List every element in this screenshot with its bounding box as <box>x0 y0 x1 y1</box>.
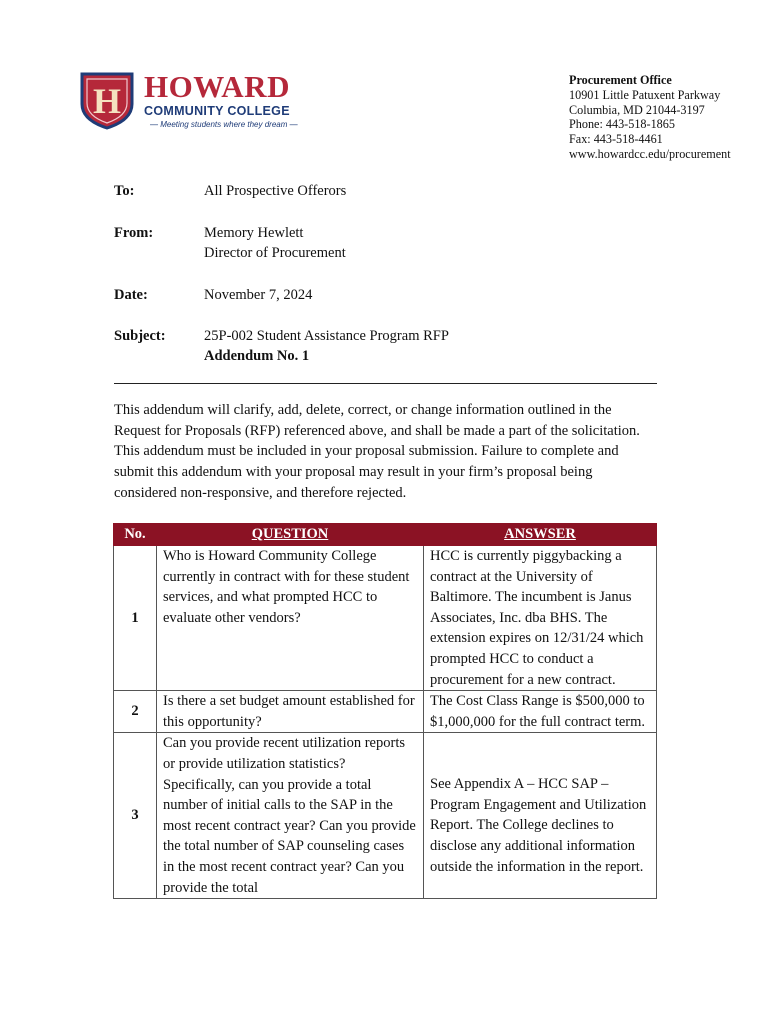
row-question: Who is Howard Community College currently in contract with for these student services, and what prompted HCC to evaluate other vendors? <box>157 546 424 691</box>
intro-paragraph: This addendum will clarify, add, delete, correct, or change information outlined in the Request for Proposals (RFP) referenced above, and shall be made a part of the solicitation. This addendum must be included in your proposal submission. Failure to complete and submit this addendum with your proposal may result in your firm’s proposal being considered non-responsive, and therefore rejected. <box>114 402 640 501</box>
logo-letter: H <box>92 81 122 121</box>
table-header-row <box>114 524 657 546</box>
row-number: 2 <box>114 691 157 733</box>
logo-tagline: — Meeting students where they dream — <box>150 120 298 129</box>
row-question: Is there a set budget amount established for this opportunity? <box>157 691 424 733</box>
shield-logo-icon <box>78 70 136 130</box>
office-phone: Phone: 443-518-1865 <box>569 117 675 132</box>
date-value: November 7, 2024 <box>204 287 313 303</box>
subject-label: Subject: <box>114 328 166 344</box>
qa-table <box>113 523 657 899</box>
table-row <box>114 691 657 733</box>
header-divider <box>114 383 657 384</box>
office-website[interactable]: www.howardcc.edu/procurement <box>569 146 731 161</box>
office-address-block <box>569 73 731 162</box>
header-answer: ANSWSER <box>424 524 657 546</box>
row-number: 3 <box>114 733 157 899</box>
table-row <box>114 546 657 691</box>
row-number: 1 <box>114 546 157 691</box>
row-answer: The Cost Class Range is $500,000 to $1,000,000 for the full contract term. <box>424 691 657 733</box>
logo-name: HOWARD <box>144 69 290 104</box>
office-address-line2: Columbia, MD 21044-3197 <box>569 102 705 117</box>
office-fax: Fax: 443-518-4461 <box>569 132 663 147</box>
row-question: Can you provide recent utilization reports or provide utilization statistics? Specifically, can you provide a total number of initial calls to the SAP in the most recent contract year? Can you provide the total number of SAP counseling cases in the most recent contract year? Can you provide the total <box>157 733 424 899</box>
addendum-number: Addendum No. 1 <box>204 348 310 364</box>
from-name: Memory Hewlett <box>204 225 304 241</box>
from-label: From: <box>114 225 154 241</box>
college-logo <box>78 70 318 132</box>
from-title: Director of Procurement <box>204 245 346 261</box>
office-title: Procurement Office <box>569 73 672 87</box>
subject-value: 25P-002 Student Assistance Program RFP <box>204 328 449 344</box>
header-question: QUESTION <box>157 524 424 546</box>
to-value: All Prospective Offerors <box>204 183 347 199</box>
logo-subtitle: COMMUNITY COLLEGE <box>144 104 290 118</box>
to-label: To: <box>114 183 135 199</box>
row-answer: HCC is currently piggybacking a contract at the University of Baltimore. The incumbent is Janus Associates, Inc. dba BHS. The extension expires on 12/31/24 which prompted HCC to conduct a procurement for a new contract. <box>424 546 657 691</box>
table-row <box>114 733 657 899</box>
date-label: Date: <box>114 287 148 303</box>
row-answer: See Appendix A – HCC SAP – Program Engagement and Utilization Report. The College declines to disclose any additional information outside the information in the report. <box>424 733 657 899</box>
office-address-line1: 10901 Little Patuxent Parkway <box>569 87 721 102</box>
header-no: No. <box>114 524 157 546</box>
